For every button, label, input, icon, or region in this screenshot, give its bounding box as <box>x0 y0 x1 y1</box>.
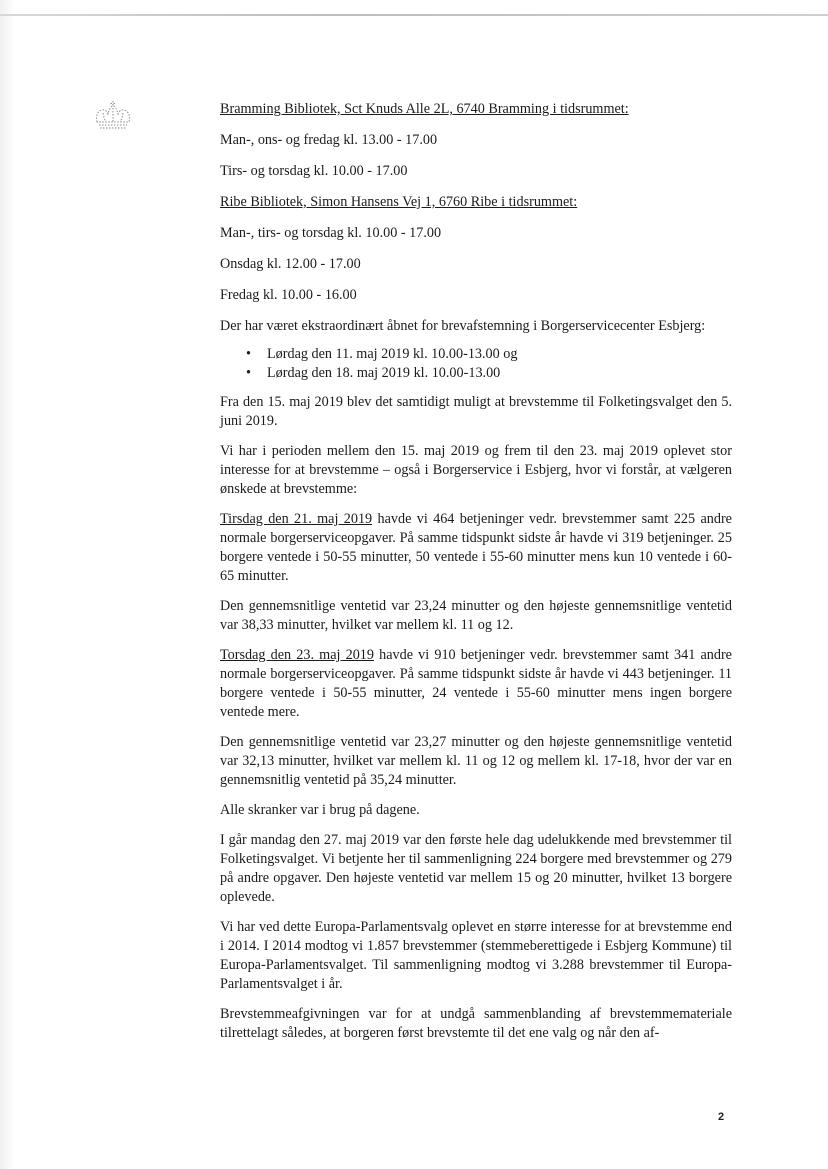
thursday-date: Torsdag den 23. maj 2019 <box>220 647 374 663</box>
bramming-hours-1: Man-, ons- og fredag kl. 13.00 - 17.00 <box>220 132 438 148</box>
tuesday-date: Tirsdag den 21. maj 2019 <box>220 511 373 527</box>
ribe-hours-1: Man-, tirs- og torsdag kl. 10.00 - 17.00 <box>220 225 442 241</box>
interest-paragraph: Vi har i perioden mellem den 15. maj 2019 og frem til den 23. maj 2019 oplevet stor interesse for at brevstemme – også i Borgerservice i Esbjerg, hvor vi forstår, at vælgeren ønskede at brevstemme: <box>220 443 732 497</box>
ribe-heading: Ribe Bibliotek, Simon Hansens Vej 1, 6760 Ribe i tidsrummet: <box>220 194 578 210</box>
bramming-heading: Bramming Bibliotek, Sct Knuds Alle 2L, 6740 Bramming i tidsrummet: <box>220 101 629 117</box>
ribe-hours-2: Onsdag kl. 12.00 - 17.00 <box>220 256 361 272</box>
folketingsvalg-paragraph: Fra den 15. maj 2019 blev det samtidigt muligt at brevstemme til Folketingsvalget den 5. juni 2019. <box>220 394 732 429</box>
ribe-hours-3: Fredag kl. 10.00 - 16.00 <box>220 287 357 303</box>
tuesday-paragraph <box>220 510 732 586</box>
tuesday-wait-paragraph: Den gennemsnitlige ventetid var 23,24 minutter og den højeste gennemsnitlige ventetid var 38,33 minutter, hvilket var mellem kl. 11 og 12. <box>220 598 732 633</box>
scan-edge-left <box>0 0 14 1169</box>
letter-body <box>220 100 732 1054</box>
page-number: 2 <box>718 1111 725 1123</box>
saturday-openings-list <box>220 345 732 383</box>
counters-paragraph: Alle skranker var i brug på dagene. <box>220 802 420 818</box>
royal-crown-logo-icon <box>92 100 134 132</box>
postal-vote-procedure-paragraph: Brevstemmeafgivningen var for at undgå sammenblanding af brevstemmemateriale tilrettelagt således, at borgeren først brevstemte til det ene valg og når den af- <box>220 1006 732 1041</box>
esbjerg-extra-opening-paragraph: Der har været ekstraordinært åbnet for brevafstemning i Borgerservicecenter Esbjerg: <box>220 318 706 334</box>
thursday-wait-paragraph: Den gennemsnitlige ventetid var 23,27 minutter og den højeste gennemsnitlige ventetid var 32,13 minutter, hvilket var mellem kl. 11 og 12 og mellem kl. 17-18, hvor der var en gennemsnitlig ventetid på 35,24 minutter. <box>220 734 732 788</box>
thursday-text: havde vi 910 betjeninger vedr. brevstemmer samt 341 andre normale borgerserviceopgaver. På samme tidspunkt sidste år havde vi 443 betjeninger. 11 borgere ventede i 50-55 minutter, 24 ventede i 55-60 minutter mens ingen borgere ventede mere. <box>220 647 732 720</box>
list-item: • Lørdag den 11. maj 2019 kl. 10.00-13.00 og <box>246 345 732 364</box>
eu-election-paragraph: Vi har ved dette Europa-Parlamentsvalg oplevet en større interesse for at brevstemme end i 2014. I 2014 modtog vi 1.857 brevstemmer (stemmeberettigede i Esbjerg Kommune) til Europa-Parlamentsvalget. Til sammenligning modtog vi 3.288 brevstemmer til Europa-Parlamentsvalget i år. <box>220 919 732 992</box>
monday-paragraph: I går mandag den 27. maj 2019 var den første hele dag udelukkende med brevstemmer til Folketingsvalget. Vi betjente her til sammenligning 224 borgere med brevstemmer og 279 på andre opgaver. Den højeste ventetid var mellem 15 og 20 minutter, hvilket 13 borgere oplevede. <box>220 832 732 905</box>
bramming-hours-2: Tirs- og torsdag kl. 10.00 - 17.00 <box>220 163 408 179</box>
scan-edge-top <box>0 14 828 16</box>
list-item: • Lørdag den 18. maj 2019 kl. 10.00-13.00 <box>246 364 732 383</box>
thursday-paragraph <box>220 646 732 722</box>
tuesday-text: havde vi 464 betjeninger vedr. brevstemmer samt 225 andre normale borgerserviceopgaver. På samme tidspunkt sidste år havde vi 319 betjeninger. 25 borgere ventede i 50-55 minutter, 50 ventede i 55-60 minutter mens kun 10 ventede i 60-65 minutter. <box>220 511 732 584</box>
